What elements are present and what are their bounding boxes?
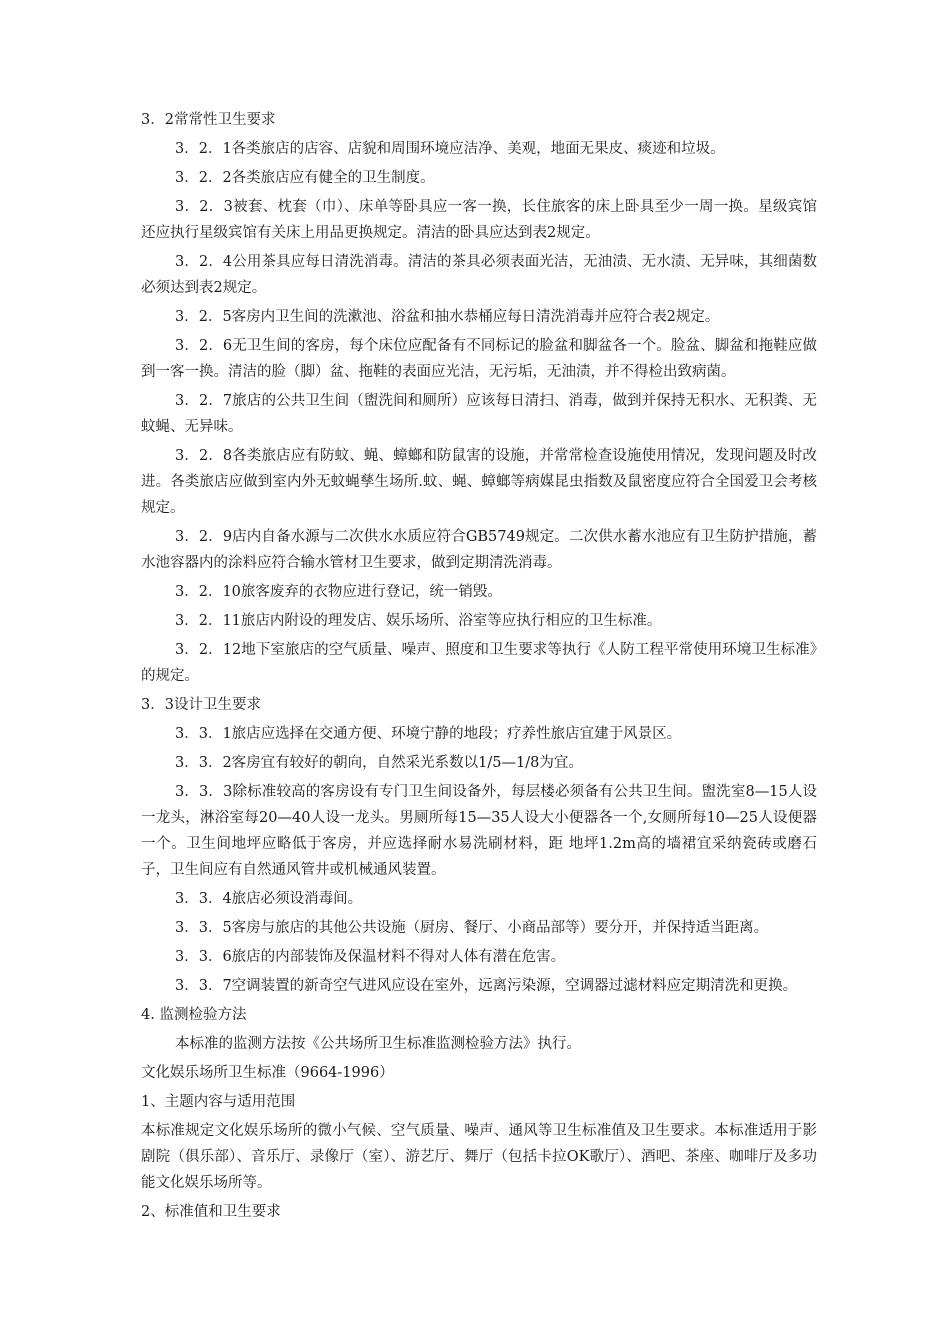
clause-paragraph: 3．3．2客房宜有较好的朝向，自然采光系数以1/5—1/8为宜。 bbox=[175, 755, 583, 771]
clause-paragraph: 3．2．10旅客废弃的衣物应进行登记，统一销毁。 bbox=[175, 584, 502, 600]
clause-paragraph: 3．3．5客房与旅店的其他公共设施（厨房、餐厅、小商品部等）要分开，并保持适当距离。 bbox=[175, 920, 769, 936]
clause-paragraph: 3．2．12地下室旅店的空气质量、噪声、照度和卫生要求等执行《人防工程平常使用环境卫生标准》的规定。 bbox=[141, 642, 817, 684]
clause-paragraph: 3．2．4公用茶具应每日清洗消毒。清洁的茶具必须表面光洁，无油渍、无水渍、无异味，其细菌数必须达到表2规定。 bbox=[141, 254, 817, 296]
clause-paragraph: 3．2．11旅店内附设的理发店、娱乐场所、浴室等应执行相应的卫生标准。 bbox=[175, 613, 662, 629]
section-heading: 1、主题内容与适用范围 bbox=[141, 1094, 296, 1110]
clause-paragraph: 3．2．5客房内卫生间的洗漱池、浴盆和抽水恭桶应每日清洗消毒并应符合表2规定。 bbox=[175, 309, 720, 325]
clause-paragraph: 3．3．3除标准较高的客房设有专门卫生间设备外，每层楼必须备有公共卫生间。盥洗室8—15人设一龙头，淋浴室每20—40人设一龙头。男厕所每15—35人设大小便器各一个,女厕所每10—25人设便器一个。卫生间地坪应略低于客房，并应选择耐水易洗刷材料，距 地坪1.2m高的墙裙宜采纳瓷砖或磨石子，卫生间应有自然通风管井或机械通风装置。 bbox=[141, 784, 817, 878]
clause-paragraph: 本标准的监测方法按《公共场所卫生标准监测检验方法》执行。 bbox=[175, 1036, 581, 1052]
clause-paragraph: 3．2．2各类旅店应有健全的卫生制度。 bbox=[175, 170, 435, 186]
section-heading: 3．2常常性卫生要求 bbox=[141, 112, 276, 128]
clause-paragraph: 3．2．8各类旅店应有防蚊、蝇、蟑螂和防鼠害的设施，并常常检查设施使用情况，发现问题及时改进。各类旅店应做到室内外无蚊蝇孳生场所.蚊、蝇、蟑螂等病媒昆虫指数及鼠密度应符合全国爱卫会考核规定。 bbox=[141, 448, 817, 516]
clause-paragraph: 3．3．6旅店的内部装饰及保温材料不得对人体有潜在危害。 bbox=[175, 949, 566, 965]
clause-paragraph: 3．2．6无卫生间的客房，每个床位应配备有不同标记的脸盆和脚盆各一个。脸盆、脚盆和拖鞋应做到一客一换。清洁的脸（脚）盆、拖鞋的表面应光洁，无污垢，无油渍，并不得检出致病菌。 bbox=[141, 338, 817, 380]
clause-paragraph: 3．3．1旅店应选择在交通方便、环境宁静的地段；疗养性旅店宜建于风景区。 bbox=[175, 726, 682, 742]
clause-paragraph: 3．3．7空调装置的新奇空气进风应设在室外，远离污染源，空调器过滤材料应定期清洗和更换。 bbox=[175, 978, 798, 994]
section-heading: 4. 监测检验方法 bbox=[141, 1007, 247, 1023]
clause-paragraph: 3．3．4旅店必须设消毒间。 bbox=[175, 891, 363, 907]
section-heading: 文化娱乐场所卫生标准（9664-1996） bbox=[141, 1065, 394, 1081]
clause-paragraph: 3．2．9店内自备水源与二次供水水质应符合GB5749规定。二次供水蓄水池应有卫生防护措施，蓄水池容器内的涂料应符合输水管材卫生要求，做到定期清洗消毒。 bbox=[141, 529, 817, 571]
section-heading: 本标准规定文化娱乐场所的微小气候、空气质量、噪声、通风等卫生标准值及卫生要求。本标准适用于影剧院（俱乐部）、音乐厅、录像厅（室）、游艺厅、舞厅（包括卡拉OK歌厅）、酒吧、茶座、咖啡厅及多功能文化娱乐场所等。 bbox=[141, 1123, 817, 1191]
document-page bbox=[141, 107, 817, 1228]
clause-paragraph: 3．2．1各类旅店的店容、店貌和周围环境应洁净、美观，地面无果皮、痰迹和垃圾。 bbox=[175, 141, 725, 157]
clause-paragraph: 3．2．7旅店的公共卫生间（盥洗间和厕所）应该每日清扫、消毒，做到并保持无积水、无积粪、无蚊蝇、无异味。 bbox=[141, 393, 817, 435]
section-heading: 3．3设计卫生要求 bbox=[141, 697, 261, 713]
section-heading: 2、标准值和卫生要求 bbox=[141, 1204, 281, 1220]
clause-paragraph: 3．2．3被套、枕套（巾）、床单等卧具应一客一换，长住旅客的床上卧具至少一周一换。星级宾馆还应执行星级宾馆有关床上用品更换规定。清洁的卧具应达到表2规定。 bbox=[141, 199, 817, 241]
